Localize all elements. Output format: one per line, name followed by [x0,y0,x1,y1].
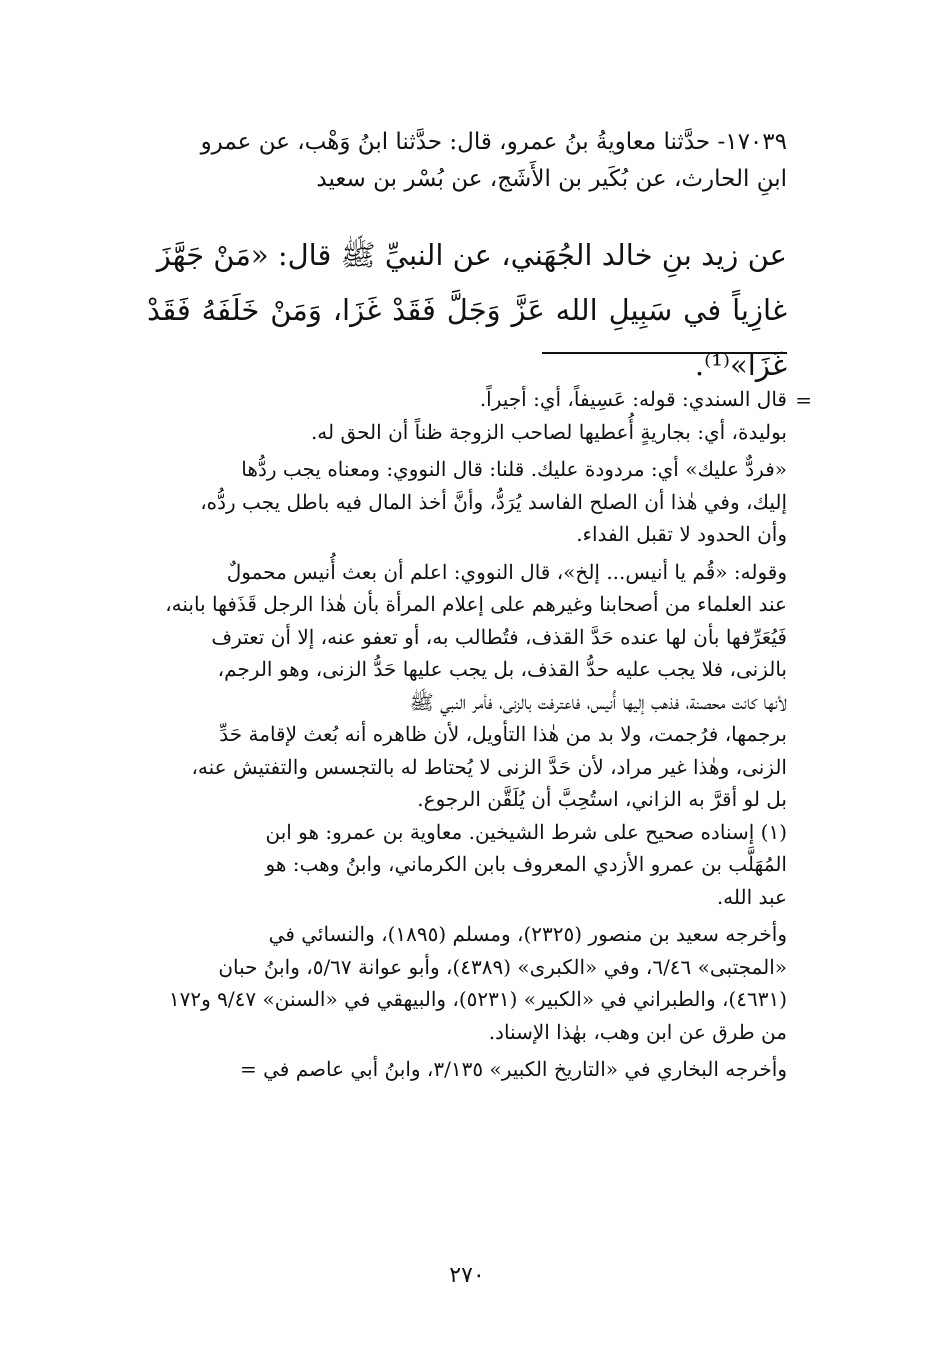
footnote-paragraph [147,453,787,551]
footnote-line: وأخرجه البخاري في «التاريخ الكبير» ٣/١٣٥، وابنُ أبي عاصم في = [240,1057,787,1081]
footnote-line: (١) إسناده صحيح على شرط الشيخين. معاوية بن عمرو: هو ابن [265,819,787,844]
footnote-separator [542,352,787,354]
footnote-line: «فردٌّ عليك» أي: مردودة عليك. قلنا: قال النووي: ومعناه يجب ردُّها [241,457,787,481]
footnote-paragraph [147,556,787,816]
footnote-line: المُهَلَّب بن عمرو الأزدي المعروف بابن الكرماني، وابنُ وهب: هو [265,852,787,876]
footnote-line: (٤٦٣١)، والطبراني في «الكبير» (٥٢٣١)، والبيهقي في «السنن» ٩/٤٧ و١٧٢ [168,987,787,1011]
footnote-line: لأنها كانت محصنة، فذهب إليها أُنيس، فاعترفت بالزنى، فأمر النبي ﷺ [409,689,787,714]
hadith-isnad [147,124,787,198]
footnotes [147,383,787,1086]
footnote-line: وأن الحدود لا تقبل الفداء. [576,522,787,546]
footnote-paragraph [147,918,787,1048]
footnote-paragraph [147,816,787,914]
footnote-line: وأخرجه سعيد بن منصور (٢٣٢٥)، ومسلم (١٨٩٥)، والنسائي في [268,922,787,946]
footnote-line: «المجتبى» ٦/٤٦، وفي «الكبرى» (٤٣٨٩)، وأبو عوانة ٥/٦٧، وابنُ حبان [218,954,787,979]
page-number: ٢٧٠ [449,1263,485,1288]
isnad-line: ١٧٠٣٩- حدَّثنا معاويةُ بنُ عمرو، قال: حدَّثنا ابنُ وَهْب، عن عمرو [200,129,787,155]
footnote-line: عبد الله. [716,884,787,909]
footnote-line: إليك، وفي هٰذا أن الصلح الفاسد يُرَدُّ، وأنَّ أخذ المال فيه باطل يجب ردُّه، [200,489,787,514]
isnad-line: ابنِ الحارث، عن بُكَير بن الأَشَج، عن بُسْر بن سعيد [316,166,787,192]
matn-line: غازِياً في سَبِيلِ الله عَزَّ وَجَلَّ فَقَدْ غَزَا، وَمَنْ خَلَفَهُ فَقَدْ غَزَا»⁽¹⁾. [147,293,787,382]
footnote-line: بل لو أقرَّ به الزاني، استُحِبَّ أن يُلَقَّن الرجوع. [417,787,787,811]
footnote-paragraph [147,383,787,416]
matn-line: عن زيد بنِ خالد الجُهَني، عن النبيِّ ﷺ قال: «مَنْ جَهَّزَ [156,238,787,272]
footnote-line: عند العلماء من أصحابنا وغيرهم على إعلام المرأة بأن هٰذا الرجل قَذَفها بابنه، [165,592,787,616]
hadith-matn [147,228,787,393]
footnote-paragraph [147,416,787,449]
footnote-line: من طرق عن ابن وهب، بهٰذا الإسناد. [488,1019,787,1044]
footnote-paragraph [147,1053,787,1086]
footnote-line: بالزنى، فلا يجب عليه حدُّ القذف، بل يجب عليها حَدُّ الزنى، وهو الرجم، [217,657,787,681]
footnote-line: فَيُعَرِّفها بأن لها عنده حَدَّ القذف، فتُطالب به، أو تعفو عنه، إلا أن تعترف [211,624,787,649]
footnote-line: وقوله: «قُم يا أنيس... إلخ»، قال النووي: اعلم أن بعث أُنيس محمولٌ [226,559,787,584]
footnote-line: الزنى، وهٰذا غير مراد، لأن حَدَّ الزنى لا يُحتاط له بالتجسس والتفتيش عنه، [191,754,787,779]
footnote-line: برجمها، فرُجمت، ولا بد من هٰذا التأويل، لأن ظاهره أنه بُعث لإقامة حَدِّ [219,722,787,746]
continuation-mark: = [795,388,812,412]
footnote-line: قال السندي: قوله: عَسِيفاً، أي: أجيراً. [479,387,787,411]
footnote-line: بوليدة، أي: بجاريةٍ أُعطيها لصاحب الزوجة ظناً أن الحق له. [310,419,787,444]
